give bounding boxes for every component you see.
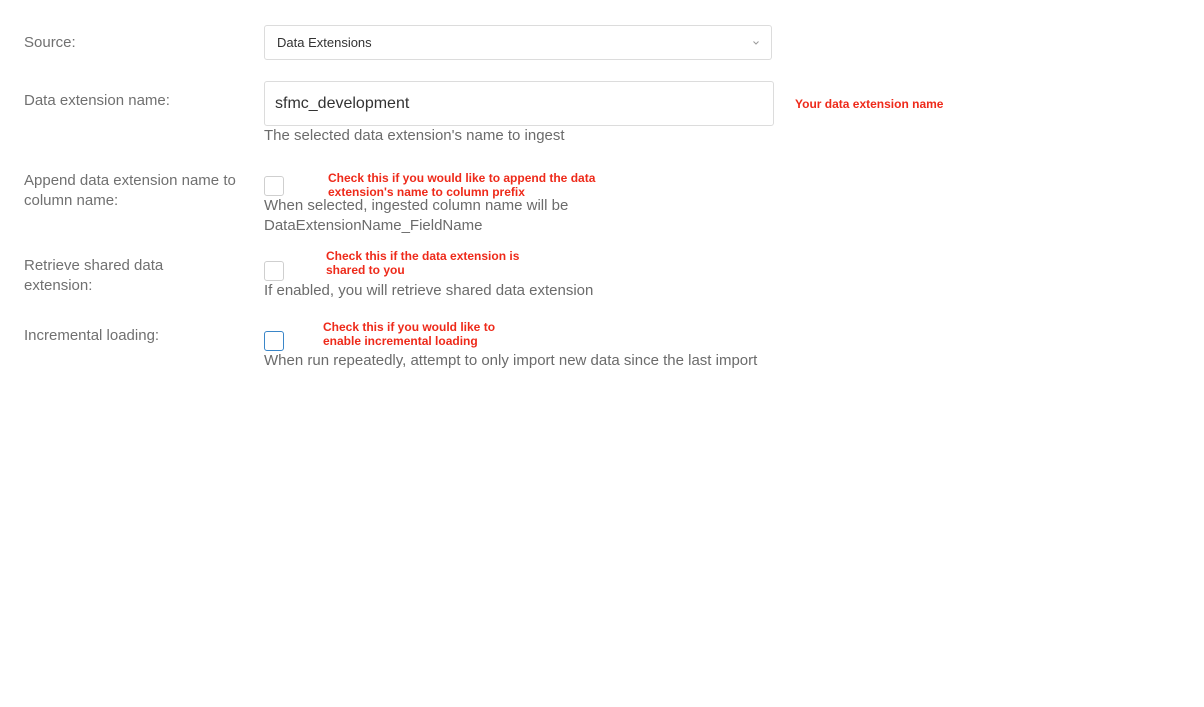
retrieve-shared-annotation: Check this if the data extension is shared to you [326, 249, 520, 277]
incremental-loading-help: When run repeatedly, attempt to only import new data since the last import [264, 352, 758, 369]
append-name-checkbox[interactable] [264, 176, 284, 196]
source-label: Source: [24, 34, 76, 51]
incremental-loading-checkbox[interactable] [264, 331, 284, 351]
retrieve-shared-help: If enabled, you will retrieve shared data extension [264, 282, 594, 299]
append-name-annotation: Check this if you would like to append the data extension's name to column prefix [328, 171, 596, 199]
incremental-loading-annotation: Check this if you would like to enable incremental loading [323, 320, 496, 348]
data-extension-name-annotation: Your data extension name [795, 97, 944, 111]
retrieve-shared-label: Retrieve shared data extension: [24, 257, 164, 294]
append-name-help: When selected, ingested column name will be DataExtensionName_FieldName [264, 197, 569, 234]
source-select[interactable] [264, 25, 772, 60]
data-extension-name-value: sfmc_development [275, 95, 410, 112]
chevron-down-icon [751, 36, 761, 48]
append-name-label: Append data extension name to column name: [24, 172, 236, 209]
source-select-value: Data Extensions [277, 35, 372, 50]
data-extension-name-label: Data extension name: [24, 92, 170, 109]
data-extension-name-input[interactable] [264, 81, 774, 126]
data-extension-name-help: The selected data extension's name to ingest [264, 127, 565, 144]
incremental-loading-label: Incremental loading: [24, 327, 160, 344]
retrieve-shared-checkbox[interactable] [264, 261, 284, 281]
